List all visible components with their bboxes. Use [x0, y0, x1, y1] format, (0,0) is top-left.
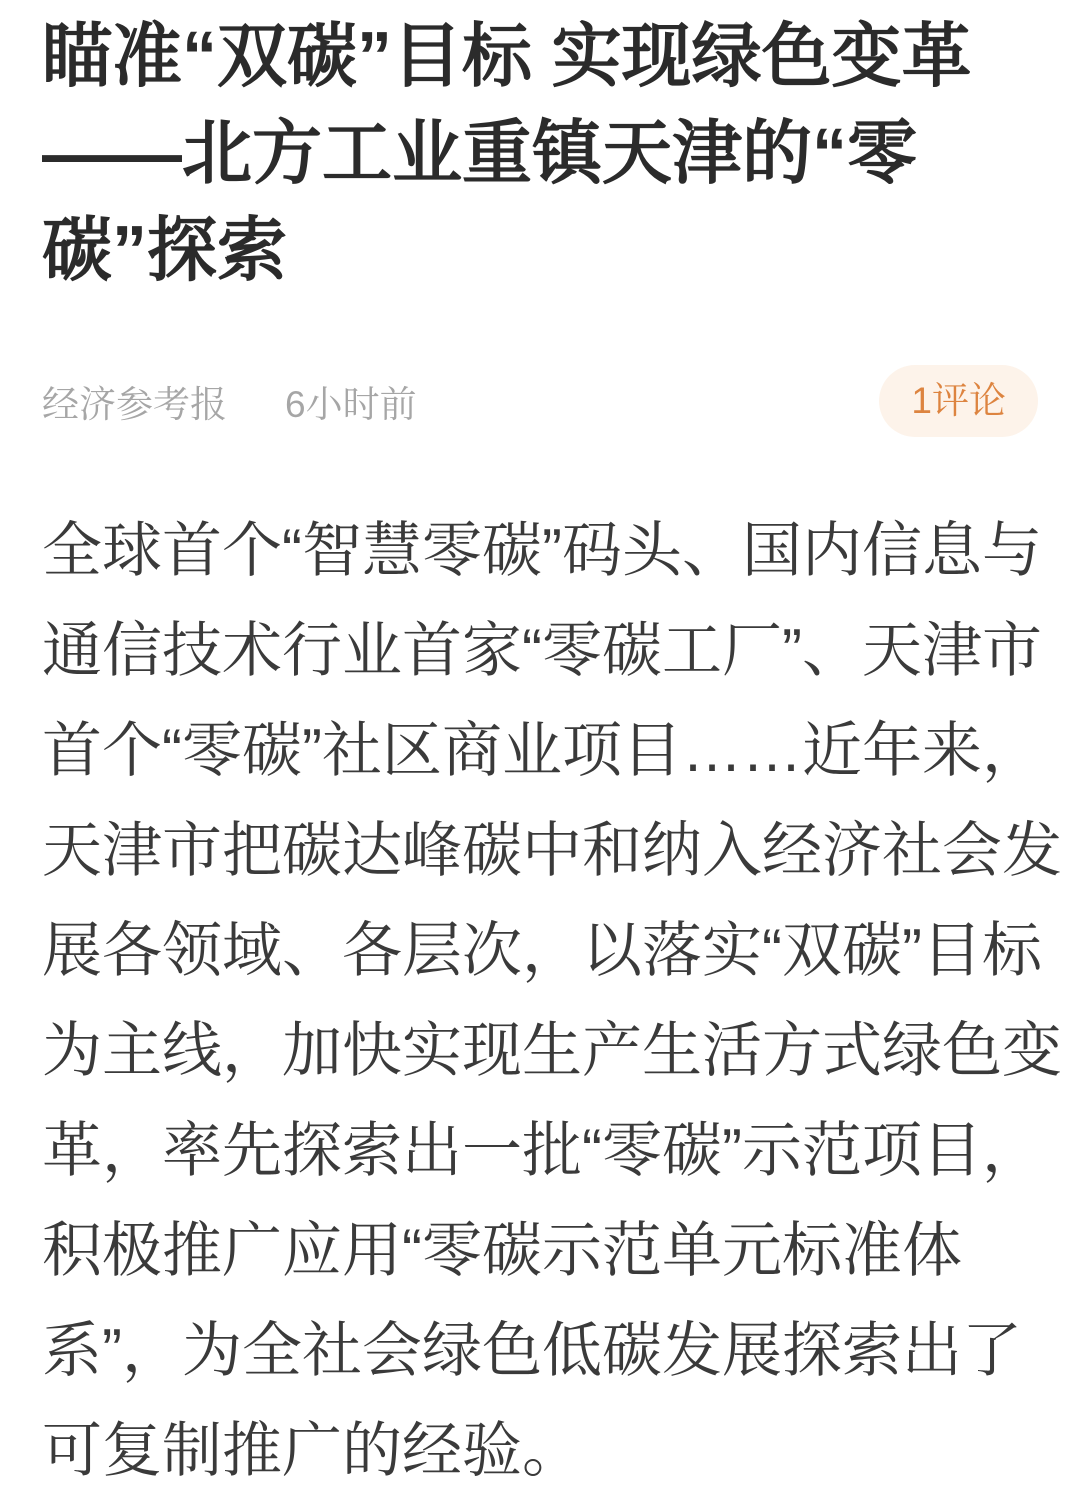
source-label: 经济参考报	[42, 384, 227, 425]
comments-badge[interactable]: 1评论	[879, 365, 1038, 437]
article-title-line: 瞄准“双碳”目标 实现绿色变革	[42, 17, 972, 95]
article-page	[0, 8, 1080, 1511]
body-line: 通信技术行业首家“零碳工厂”、天津市	[42, 617, 1042, 684]
body-line: 天津市把碳达峰碳中和纳入经济社会发	[42, 817, 1062, 884]
body-line: 全球首个“智慧零碳”码头、国内信息与	[42, 517, 1042, 584]
body-line: 系”，为全社会绿色低碳发展探索出了	[42, 1317, 1022, 1384]
body-line: 积极推广应用“零碳示范单元标准体	[42, 1217, 962, 1284]
body-line: 为主线，加快实现生产生活方式绿色变	[42, 1017, 1062, 1084]
article-meta-row	[42, 365, 1038, 437]
article-title-line: ——北方工业重镇天津的“零	[42, 114, 917, 192]
timestamp-label: 6小时前	[285, 384, 417, 425]
article-title-line: 碳”探索	[42, 211, 287, 289]
body-line: 首个“零碳”社区商业项目……近年来，	[42, 717, 1042, 784]
body-line: 可复制推广的经验。	[42, 1417, 582, 1484]
body-line: 展各领域、各层次，以落实“双碳”目标	[42, 917, 1042, 984]
body-line: 革，率先探索出一批“零碳”示范项目，	[42, 1117, 1042, 1184]
article-title	[42, 8, 1038, 299]
article-body	[42, 501, 1062, 1501]
